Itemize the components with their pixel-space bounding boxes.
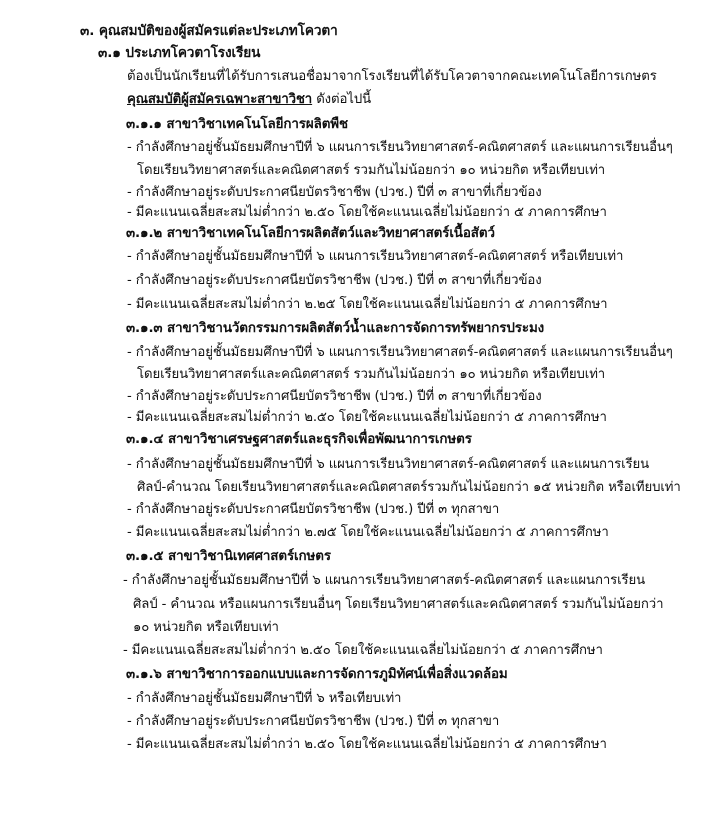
major-requirement-line: - กำลังศึกษาอยู่ระดับประกาศนียบัตรวิชาชีพ (ปวช.) ปีที่ ๓ ทุกสาขา <box>127 502 500 517</box>
major-requirement-line: โดยเรียนวิทยาศาสตร์และคณิตศาสตร์ รวมกันไม่น้อยกว่า ๑๐ หน่วยกิต หรือเทียบเท่า <box>137 367 606 382</box>
major-requirement-line: - มีคะแนนเฉลี่ยสะสมไม่ต่ำกว่า ๒.๕๐ โดยใช้คะแนนเฉลี่ยไม่น้อยกว่า ๕ ภาคการศึกษา <box>127 410 607 425</box>
major-title: ๓.๑.๕ สาขาวิชานิเทศศาสตร์เกษตร <box>126 549 331 564</box>
major-requirement-line: ศิลป์ - คำนวณ หรือแผนการเรียนอื่นๆ โดยเรียนวิทยาศาสตร์และคณิตศาสตร์ รวมกันไม่น้อยกว่า <box>133 597 664 612</box>
major-requirement-line: - กำลังศึกษาอยู่ชั้นมัธยมศึกษาปีที่ ๖ แผนการเรียนวิทยาศาสตร์-คณิตศาสตร์ และแผนการเรียนอื่นๆ <box>127 140 673 155</box>
major-requirement-line: - มีคะแนนเฉลี่ยสะสมไม่ต่ำกว่า ๒.๕๐ โดยใช้คะแนนเฉลี่ยไม่น้อยกว่า ๕ ภาคการศึกษา <box>123 643 603 658</box>
major-requirement-line: - กำลังศึกษาอยู่ชั้นมัธยมศึกษาปีที่ ๖ แผนการเรียนวิทยาศาสตร์-คณิตศาสตร์ และแผนการเรียน <box>127 457 650 472</box>
major-requirement-line: - กำลังศึกษาอยู่ระดับประกาศนียบัตรวิชาชีพ (ปวช.) ปีที่ ๓ สาขาที่เกี่ยวข้อง <box>127 389 542 404</box>
major-requirement-line: - มีคะแนนเฉลี่ยสะสมไม่ต่ำกว่า ๒.๕๐ โดยใช้คะแนนเฉลี่ยไม่น้อยกว่า ๕ ภาคการศึกษา <box>127 737 607 752</box>
major-requirement-line: ศิลป์-คำนวณ โดยเรียนวิทยาศาสตร์และคณิตศาสตร์รวมกันไม่น้อยกว่า ๑๕ หน่วยกิต หรือเทียบเท่า <box>137 480 681 495</box>
major-requirement-line: - มีคะแนนเฉลี่ยสะสมไม่ต่ำกว่า ๒.๗๕ โดยใช้คะแนนเฉลี่ยไม่น้อยกว่า ๕ ภาคการศึกษา <box>127 525 609 540</box>
major-title: ๓.๑.๖ สาขาวิชาการออกแบบและการจัดการภูมิทัศน์เพื่อสิ่งแวดล้อม <box>126 667 508 682</box>
section-title: ๓. คุณสมบัติของผู้สมัครแต่ละประเภทโควตา <box>80 23 338 39</box>
major-title: ๓.๑.๔ สาขาวิชาเศรษฐศาสตร์และธุรกิจเพื่อพัฒนาการเกษตร <box>126 432 472 447</box>
major-requirement-line: - มีคะแนนเฉลี่ยสะสมไม่ต่ำกว่า ๒.๒๕ โดยใช้คะแนนเฉลี่ยไม่น้อยกว่า ๕ ภาคการศึกษา <box>127 297 608 312</box>
major-requirement-line: โดยเรียนวิทยาศาสตร์และคณิตศาสตร์ รวมกันไม่น้อยกว่า ๑๐ หน่วยกิต หรือเทียบเท่า <box>137 163 606 178</box>
major-requirement-line: - กำลังศึกษาอยู่ระดับประกาศนียบัตรวิชาชีพ (ปวช.) ปีที่ ๓ สาขาที่เกี่ยวข้อง <box>127 185 542 200</box>
intro-text: ต้องเป็นนักเรียนที่ได้รับการเสนอชื่อมาจากโรงเรียนที่ได้รับโควตาจากคณะเทคโนโลยีการเกษตร <box>127 69 657 84</box>
major-requirement-line: - กำลังศึกษาอยู่ชั้นมัธยมศึกษาปีที่ ๖ แผนการเรียนวิทยาศาสตร์-คณิตศาสตร์ และแผนการเรียน <box>123 573 646 588</box>
major-title: ๓.๑.๑ สาขาวิชาเทคโนโลยีการผลิตพืช <box>126 117 349 132</box>
major-requirement-line: ๑๐ หน่วยกิต หรือเทียบเท่า <box>133 620 279 635</box>
major-title: ๓.๑.๒ สาขาวิชาเทคโนโลยีการผลิตสัตว์และวิทยาศาสตร์เนื้อสัตว์ <box>126 226 495 241</box>
major-title: ๓.๑.๓ สาขาวิชานวัตกรรมการผลิตสัตว์น้ำและการจัดการทรัพยากรประมง <box>126 321 545 336</box>
major-requirement-line: - กำลังศึกษาอยู่ชั้นมัธยมศึกษาปีที่ ๖ แผนการเรียนวิทยาศาสตร์-คณิตศาสตร์ หรือเทียบเท่า <box>127 249 624 264</box>
subsection-title: ๓.๑ ประเภทโควตาโรงเรียน <box>98 45 261 61</box>
major-requirement-line: - กำลังศึกษาอยู่ชั้นมัธยมศึกษาปีที่ ๖ แผนการเรียนวิทยาศาสตร์-คณิตศาสตร์ และแผนการเรียนอื่นๆ <box>127 345 673 360</box>
major-requirement-line: - กำลังศึกษาอยู่ระดับประกาศนียบัตรวิชาชีพ (ปวช.) ปีที่ ๓ ทุกสาขา <box>127 714 500 729</box>
requirements-heading <box>127 91 371 109</box>
requirements-heading-suffix: ดังต่อไปนี้ <box>312 92 372 107</box>
major-requirement-line: - มีคะแนนเฉลี่ยสะสมไม่ต่ำกว่า ๒.๕๐ โดยใช้คะแนนเฉลี่ยไม่น้อยกว่า ๕ ภาคการศึกษา <box>127 205 607 220</box>
major-requirement-line: - กำลังศึกษาอยู่ระดับประกาศนียบัตรวิชาชีพ (ปวช.) ปีที่ ๓ สาขาที่เกี่ยวข้อง <box>127 273 542 288</box>
requirements-heading-underlined: คุณสมบัติผู้สมัครเฉพาะสาขาวิชา <box>127 92 313 107</box>
major-requirement-line: - กำลังศึกษาอยู่ชั้นมัธยมศึกษาปีที่ ๖ หรือเทียบเท่า <box>127 691 402 706</box>
